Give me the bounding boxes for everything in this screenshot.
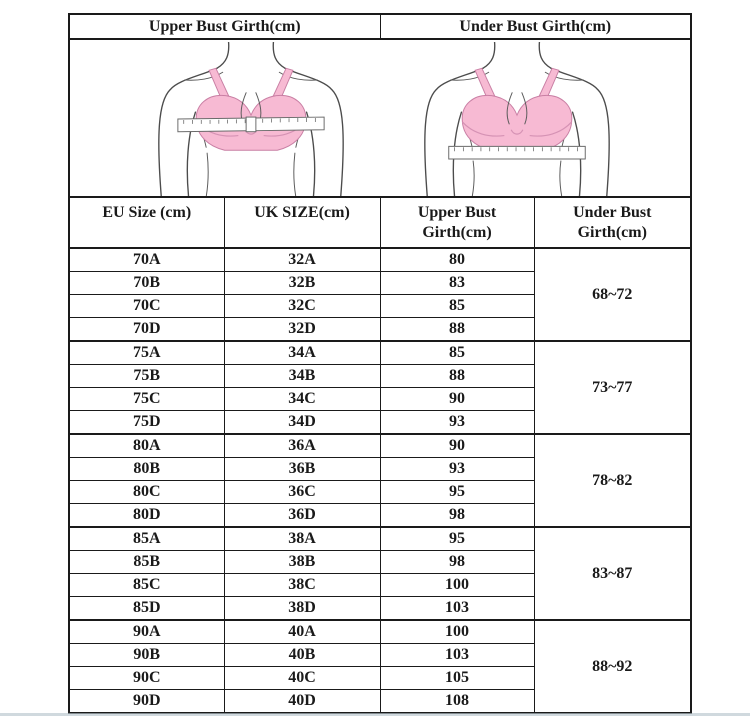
uk-size-cell: 34D: [224, 411, 380, 435]
eu-size-cell: 80D: [69, 504, 224, 528]
tape-buckle: [246, 117, 256, 132]
header-line: UK SIZE(cm): [254, 204, 350, 221]
eu-size-cell: 75C: [69, 388, 224, 411]
uk-size-cell: 38A: [224, 527, 380, 551]
under-bust-column-header: [534, 197, 691, 248]
upper-bust-cell: 90: [380, 434, 534, 458]
table-row: [69, 248, 691, 272]
uk-size-cell: 36D: [224, 504, 380, 528]
eu-size-cell: 70D: [69, 318, 224, 342]
table-row: [69, 341, 691, 365]
uk-size-cell: 36B: [224, 458, 380, 481]
uk-size-cell: 38B: [224, 551, 380, 574]
upper-bust-cell: 88: [380, 365, 534, 388]
eu-size-cell: 75D: [69, 411, 224, 435]
upper-bust-measurement-illustration: [126, 42, 376, 197]
measuring-tape-under-bust: [449, 146, 586, 159]
eu-size-cell: 70A: [69, 248, 224, 272]
eu-size-cell: 90C: [69, 667, 224, 690]
uk-size-cell: 36A: [224, 434, 380, 458]
under-bust-range-cell: 78~82: [534, 434, 691, 527]
upper-bust-cell: 100: [380, 620, 534, 644]
uk-size-cell: 32C: [224, 295, 380, 318]
uk-size-cell: 40B: [224, 644, 380, 667]
under-bust-measurement-illustration: [392, 42, 642, 197]
under-bust-range-cell: 83~87: [534, 527, 691, 620]
eu-size-cell: 80B: [69, 458, 224, 481]
uk-size-cell: 40A: [224, 620, 380, 644]
eu-size-cell: 80C: [69, 481, 224, 504]
upper-bust-cell: 100: [380, 574, 534, 597]
uk-size-cell: 38D: [224, 597, 380, 621]
upper-bust-cell: 105: [380, 667, 534, 690]
uk-size-cell: 38C: [224, 574, 380, 597]
uk-size-cell: 32B: [224, 272, 380, 295]
eu-size-cell: 85D: [69, 597, 224, 621]
table-row: [69, 527, 691, 551]
size-chart-table: [68, 13, 692, 714]
upper-bust-cell: 85: [380, 295, 534, 318]
eu-size-cell: 75A: [69, 341, 224, 365]
table-row: [69, 434, 691, 458]
uk-size-cell: 40C: [224, 667, 380, 690]
eu-size-cell: 90D: [69, 690, 224, 714]
upper-bust-cell: 85: [380, 341, 534, 365]
eu-size-cell: 85A: [69, 527, 224, 551]
eu-size-column-header: [69, 197, 224, 248]
eu-size-cell: 85B: [69, 551, 224, 574]
uk-size-cell: 36C: [224, 481, 380, 504]
upper-bust-cell: 90: [380, 388, 534, 411]
under-bust-girth-header: Under Bust Girth(cm): [380, 14, 691, 39]
upper-bust-cell: 80: [380, 248, 534, 272]
upper-bust-cell: 93: [380, 458, 534, 481]
header-line: Upper Bust: [417, 204, 497, 221]
header-line: Girth(cm): [577, 224, 647, 241]
header-line: Girth(cm): [422, 224, 492, 241]
uk-size-cell: 40D: [224, 690, 380, 714]
upper-bust-cell: 108: [380, 690, 534, 714]
under-bust-range-cell: 68~72: [534, 248, 691, 341]
upper-bust-cell: 103: [380, 597, 534, 621]
upper-bust-cell: 103: [380, 644, 534, 667]
upper-bust-cell: 93: [380, 411, 534, 435]
bottom-scan-artifact: [0, 713, 750, 716]
uk-size-cell: 34B: [224, 365, 380, 388]
uk-size-cell: 32A: [224, 248, 380, 272]
eu-size-cell: 90B: [69, 644, 224, 667]
eu-size-cell: 85C: [69, 574, 224, 597]
upper-bust-cell: 88: [380, 318, 534, 342]
illustration-row: [69, 39, 691, 197]
upper-bust-cell: 95: [380, 481, 534, 504]
eu-size-cell: 75B: [69, 365, 224, 388]
uk-size-cell: 34A: [224, 341, 380, 365]
upper-bust-cell: 98: [380, 551, 534, 574]
eu-size-cell: 70B: [69, 272, 224, 295]
eu-size-cell: 70C: [69, 295, 224, 318]
upper-bust-cell: 98: [380, 504, 534, 528]
header-line: EU Size (cm): [102, 204, 192, 221]
under-bust-range-cell: 73~77: [534, 341, 691, 434]
upper-bust-girth-header: Upper Bust Girth(cm): [69, 14, 380, 39]
under-bust-range-cell: 88~92: [534, 620, 691, 713]
column-header-row: [69, 197, 691, 248]
table-row: [69, 620, 691, 644]
uk-size-cell: 32D: [224, 318, 380, 342]
eu-size-cell: 80A: [69, 434, 224, 458]
top-header-row: [69, 14, 691, 39]
uk-size-cell: 34C: [224, 388, 380, 411]
illustration-cell: [69, 39, 691, 197]
header-line: Under Bust: [573, 204, 652, 221]
upper-bust-column-header: [380, 197, 534, 248]
uk-size-column-header: [224, 197, 380, 248]
eu-size-cell: 90A: [69, 620, 224, 644]
upper-bust-cell: 83: [380, 272, 534, 295]
upper-bust-cell: 95: [380, 527, 534, 551]
